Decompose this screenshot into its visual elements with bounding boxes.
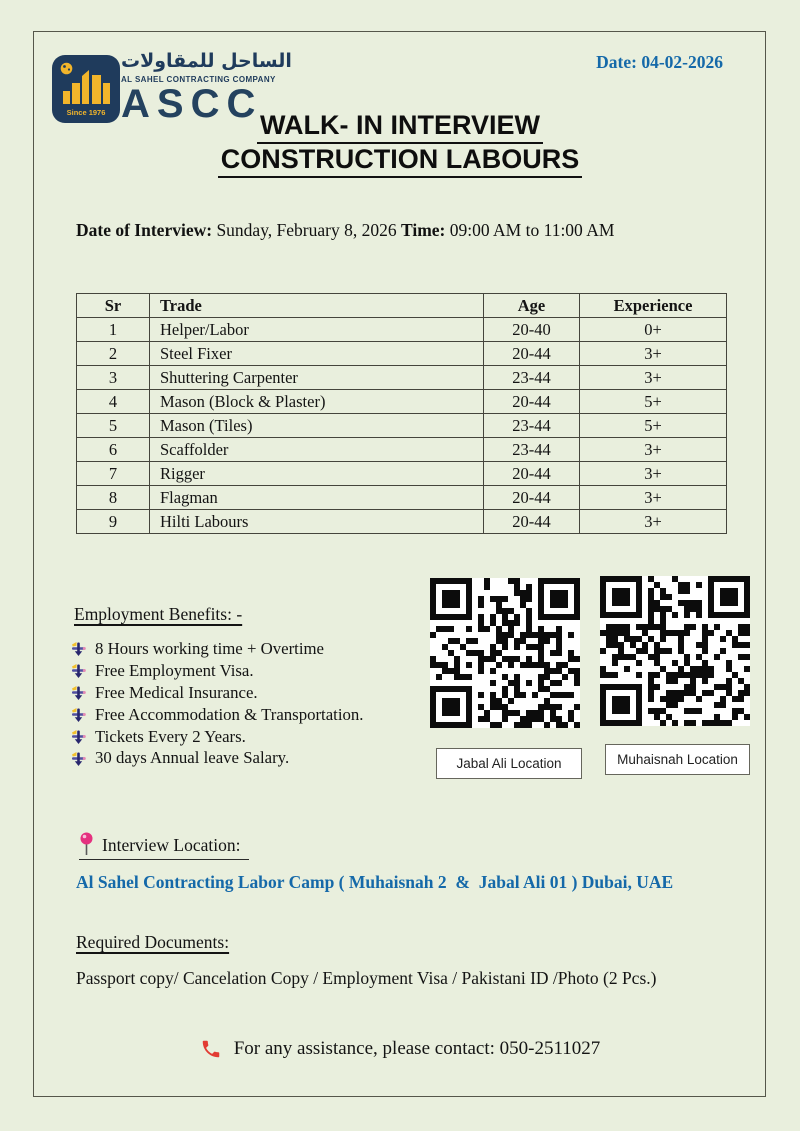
required-documents-heading: Required Documents: [76,932,230,952]
benefit-item [71,726,363,748]
dart-down-icon [71,685,86,700]
table-cell: 5 [77,414,150,438]
table-row [77,414,727,438]
interview-location-label: Interview Location: [102,835,241,855]
qr-label-muhaisnah: Muhaisnah Location [605,744,750,775]
table-cell: 20-44 [484,390,580,414]
table-cell: 20-40 [484,318,580,342]
table-cell: 5+ [580,390,727,414]
flyer-date: Date: 04-02-2026 [596,52,723,72]
benefits-list [71,638,363,769]
benefit-item [71,704,363,726]
table-cell: Mason (Tiles) [150,414,484,438]
interview-location-value: Al Sahel Contracting Labor Camp ( Muhaisnah 2 & Jabal Ali 01 ) Dubai, UAE [76,872,674,892]
table-cell: 7 [77,462,150,486]
table-cell: 3 [77,366,150,390]
table-row [77,462,727,486]
company-name-arabic: الساحل للمقاولات [121,50,292,72]
company-name-english: AL SAHEL CONTRACTING COMPANY [121,75,276,84]
table-cell: 20-44 [484,342,580,366]
company-acronym: ASCC [121,82,263,126]
table-cell: Scaffolder [150,438,484,462]
table-row [77,318,727,342]
table-header-cell: Trade [150,294,484,318]
contact-line [0,1038,800,1060]
benefit-item [71,682,363,704]
benefit-item [71,747,363,769]
interview-time-value: 09:00 AM to 11:00 AM [445,220,615,240]
table-cell: 3+ [580,462,727,486]
table-cell: 2 [77,342,150,366]
table-row [77,366,727,390]
table-header-cell: Experience [580,294,727,318]
table-row [77,510,727,534]
contact-text: For any assistance, please contact: 050-2511027 [233,1038,601,1059]
table-row [77,486,727,510]
table-cell: Shuttering Carpenter [150,366,484,390]
table-cell: Hilti Labours [150,510,484,534]
dart-down-icon [71,663,86,678]
benefit-item-text: Tickets Every 2 Years. [95,726,246,746]
dart-down-icon [71,707,86,722]
required-documents-value: Passport copy/ Cancelation Copy / Employment Visa / Pakistani ID /Photo (2 Pcs.) [76,968,657,988]
interview-time-label: Time: [400,220,446,240]
table-cell: Mason (Block & Plaster) [150,390,484,414]
table-cell: 9 [77,510,150,534]
trades-table [76,293,727,534]
interview-date-value: Sunday, February 8, 2026 [212,220,401,240]
benefit-item-text: 30 days Annual leave Salary. [95,748,290,768]
svg-text:Since 1976: Since 1976 [66,108,106,117]
page-title-line1: WALK- IN INTERVIEW [257,111,543,144]
table-cell: 23-44 [484,438,580,462]
dart-down-icon [71,641,86,656]
table-header-cell: Age [484,294,580,318]
table-cell: 23-44 [484,414,580,438]
dart-down-icon [71,729,86,744]
table-row [77,390,727,414]
benefit-item [71,638,363,660]
table-cell: 3+ [580,486,727,510]
page-title-line2: CONSTRUCTION LABOURS [218,145,583,178]
table-cell: 5+ [580,414,727,438]
table-cell: Flagman [150,486,484,510]
table-cell: 0+ [580,318,727,342]
table-cell: 20-44 [484,510,580,534]
phone-receiver-icon [200,1038,222,1060]
table-cell: Helper/Labor [150,318,484,342]
table-cell: 4 [77,390,150,414]
benefit-item-text: 8 Hours working time + Overtime [95,638,324,658]
table-cell: 1 [77,318,150,342]
trades-table-head [77,294,727,318]
map-pin-icon [80,832,93,856]
interview-location-heading [79,832,249,860]
dart-down-icon [71,751,86,766]
interview-date-label: Date of Interview: [76,220,213,240]
qr-code-jabal-ali [430,578,580,728]
table-row [77,342,727,366]
table-cell: 6 [77,438,150,462]
table-cell: 3+ [580,366,727,390]
benefit-item-text: Free Employment Visa. [95,660,254,680]
table-cell: 20-44 [484,462,580,486]
table-cell: 3+ [580,342,727,366]
table-cell: 20-44 [484,486,580,510]
benefit-item-text: Free Medical Insurance. [95,682,258,702]
benefit-item [71,660,363,682]
trades-table-body [77,318,727,534]
interview-datetime [76,220,614,241]
page-title [0,110,800,178]
table-row [77,438,727,462]
table-cell: 23-44 [484,366,580,390]
benefit-item-text: Free Accommodation & Transportation. [95,704,364,724]
table-header-cell: Sr [77,294,150,318]
benefits-heading: Employment Benefits: - [74,604,243,624]
table-cell: 3+ [580,438,727,462]
qr-label-jabal-ali: Jabal Ali Location [436,748,582,779]
table-cell: Steel Fixer [150,342,484,366]
qr-code-muhaisnah [600,576,750,726]
table-cell: 3+ [580,510,727,534]
table-cell: 8 [77,486,150,510]
table-cell: Rigger [150,462,484,486]
